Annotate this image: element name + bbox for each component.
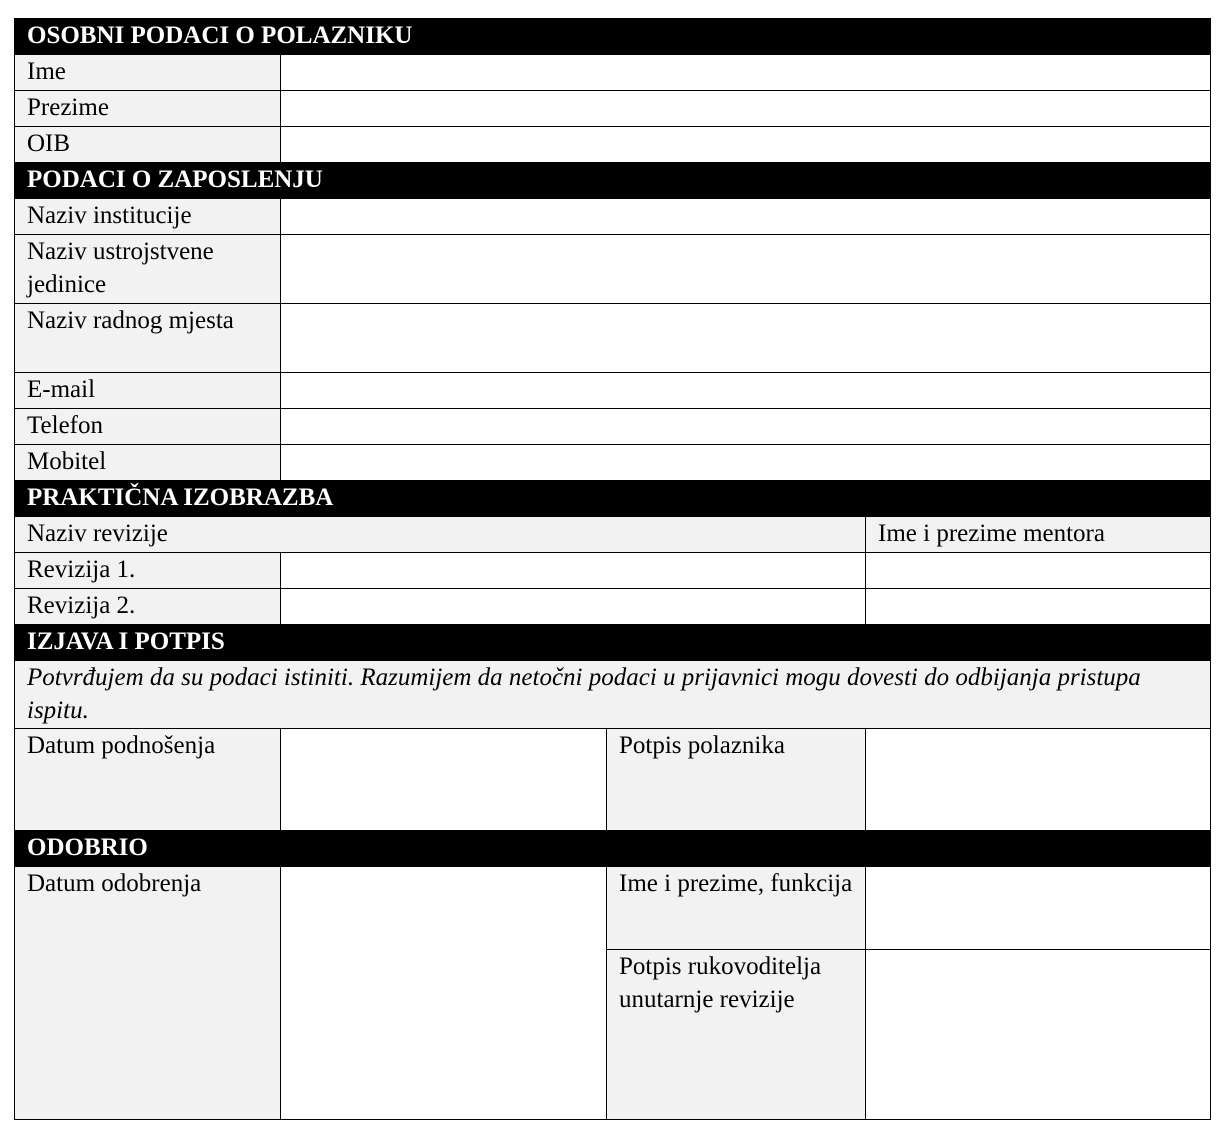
application-form [14, 18, 1211, 1120]
audit-2-mentor-field[interactable] [866, 589, 1211, 625]
first-name-label: Ime [15, 55, 281, 91]
submission-date-field[interactable] [281, 729, 607, 831]
audit-1-mentor-field[interactable] [866, 553, 1211, 589]
audit-name-header: Naziv revizije [15, 517, 866, 553]
institution-label: Naziv institucije [15, 199, 281, 235]
position-label: Naziv radnog mjesta [15, 304, 281, 373]
phone-label: Telefon [15, 409, 281, 445]
mobile-field[interactable] [281, 445, 1211, 481]
mentor-header: Ime i prezime mentora [866, 517, 1211, 553]
position-field[interactable] [281, 304, 1211, 373]
phone-field[interactable] [281, 409, 1211, 445]
audit-2-name-field[interactable] [281, 589, 866, 625]
form-row-position [15, 304, 1211, 373]
approver-name-function-field[interactable] [866, 867, 1211, 950]
statement-row [15, 661, 1211, 729]
form-row-first-name [15, 55, 1211, 91]
trainee-signature-label: Potpis polaznika [607, 729, 866, 831]
first-name-field[interactable] [281, 55, 1211, 91]
approval-row-1 [15, 867, 1211, 950]
section-header-employment: PODACI O ZAPOSLENJU [15, 163, 1211, 199]
approval-date-field[interactable] [281, 867, 607, 1120]
form-row-oib [15, 127, 1211, 163]
submission-row [15, 729, 1211, 831]
email-field[interactable] [281, 373, 1211, 409]
form-row-institution [15, 199, 1211, 235]
audit-1-label: Revizija 1. [15, 553, 281, 589]
submission-date-label: Datum podnošenja [15, 729, 281, 831]
oib-label: OIB [15, 127, 281, 163]
training-row-1 [15, 553, 1211, 589]
audit-1-name-field[interactable] [281, 553, 866, 589]
form-row-mobile [15, 445, 1211, 481]
oib-field[interactable] [281, 127, 1211, 163]
audit-2-label: Revizija 2. [15, 589, 281, 625]
approver-name-function-label: Ime i prezime, funkcija [607, 867, 866, 950]
training-row-2 [15, 589, 1211, 625]
email-label: E-mail [15, 373, 281, 409]
last-name-field[interactable] [281, 91, 1211, 127]
trainee-signature-field[interactable] [866, 729, 1211, 831]
form-row-unit [15, 235, 1211, 304]
form-row-email [15, 373, 1211, 409]
mobile-label: Mobitel [15, 445, 281, 481]
head-signature-field[interactable] [866, 950, 1211, 1120]
unit-label: Naziv ustrojstvene jedinice [15, 235, 281, 304]
institution-field[interactable] [281, 199, 1211, 235]
form-row-phone [15, 409, 1211, 445]
section-header-approval: ODOBRIO [15, 831, 1211, 867]
training-header-row [15, 517, 1211, 553]
section-header-statement: IZJAVA I POTPIS [15, 625, 1211, 661]
unit-field[interactable] [281, 235, 1211, 304]
section-header-personal: OSOBNI PODACI O POLAZNIKU [15, 19, 1211, 55]
approval-date-label: Datum odobrenja [15, 867, 281, 1120]
last-name-label: Prezime [15, 91, 281, 127]
head-signature-label: Potpis rukovoditelja unutarnje revizije [607, 950, 866, 1120]
form-row-last-name [15, 91, 1211, 127]
section-header-training: PRAKTIČNA IZOBRAZBA [15, 481, 1211, 517]
statement-text: Potvrđujem da su podaci istiniti. Razumijem da netočni podaci u prijavnici mogu dovesti do odbijanja pristupa ispitu. [15, 661, 1211, 729]
